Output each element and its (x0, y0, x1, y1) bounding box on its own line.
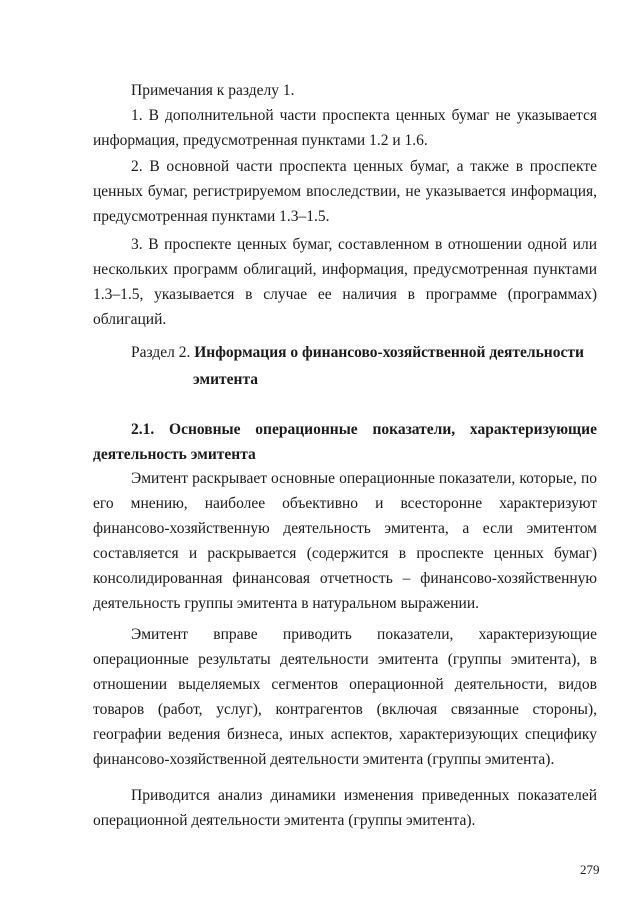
subsection-word: показатели, (372, 421, 456, 438)
body-paragraph-1: Эмитент раскрывает основные операционные показатели, которые, по его мнению, наиболее объективно и всесторонне характеризуют финансово-хозяйственную деятельность эмитента, а если эмитентом составляется и раскрывается (содержится в проспекте ценных бумаг) консолидированная финансовая отчетность – финансово-хозяйственную деятельность группы эмитента в натуральном выражении. (93, 470, 597, 612)
subsection-number: 2.1. (131, 421, 155, 438)
page-number: 279 (580, 862, 600, 877)
section-title-line1: Информация о финансово-хозяйственной деятельности (194, 344, 584, 361)
section-title-line2: эмитента (193, 371, 259, 388)
subsection-word: характеризующие (469, 421, 597, 438)
note-item-2: 2. В основной части проспекта ценных бумаг, а также в проспекте ценных бумаг, регистрируемом впоследствии, не указывается информация, предусмотренная пунктами 1.3–1.5. (93, 158, 597, 225)
subsection-word: операционные (255, 421, 358, 438)
body-paragraph-3: Приводится анализ динамики изменения приведенных показателей операционной деятельности эмитента (группы эмитента). (93, 787, 597, 829)
subsection-heading-line2: деятельность эмитента (93, 446, 256, 463)
body-paragraph-2: Эмитент вправе приводить показатели, характеризующие операционные результаты деятельности эмитента (группы эмитента), в отношении выделяемых сегментов операционной деятельности, видов товаров (работ, услуг), контрагентов (включая связанные стороны), географии ведения бизнеса, иных аспектов, характеризующих специфику финансово-хозяйственной деятельности эмитента (группы эмитента). (93, 626, 597, 768)
subsection-heading-line1 (93, 417, 597, 442)
note-item-1: 1. В дополнительной части проспекта ценных бумаг не указывается информация, предусмотренная пунктами 1.2 и 1.6. (93, 107, 597, 149)
note-item-3: 3. В проспекте ценных бумаг, составленном в отношении одной или нескольких программ облигаций, информация, предусмотренная пунктами 1.3–1.5, указывается в случае ее наличия в программе (программах) облигаций. (93, 236, 597, 328)
subsection-word: Основные (169, 421, 241, 438)
section-heading (131, 340, 601, 392)
subsection-heading (93, 417, 597, 467)
notes-title: Примечания к разделу 1. (131, 82, 295, 99)
section-prefix: Раздел 2. (131, 344, 191, 361)
